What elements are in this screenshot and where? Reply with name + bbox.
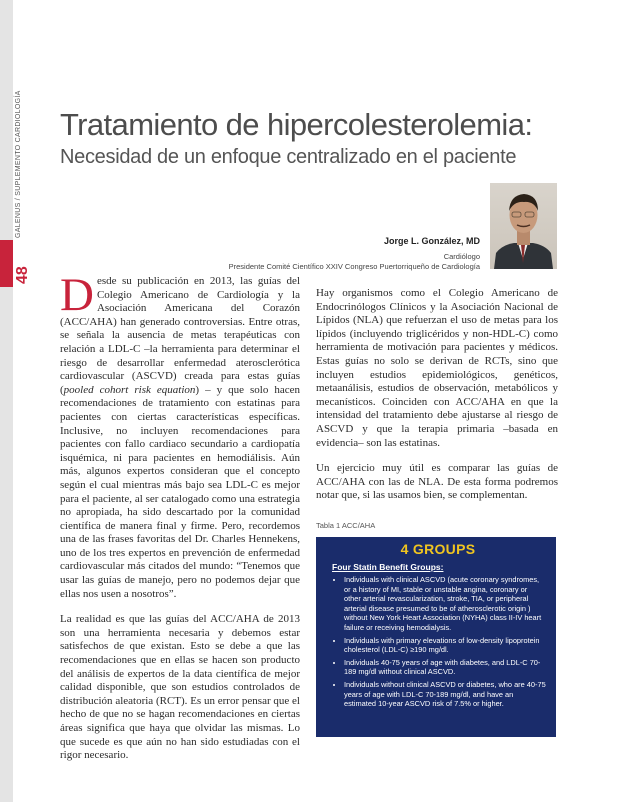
author-affiliation: Presidente Comité Científico XXIV Congreso Puertorriqueño de Cardiología (228, 262, 480, 271)
side-strip (0, 0, 13, 802)
paragraph-3: Hay organismos como el Colegio Americano de Endocrinólogos Clínicos y la Asociación Nacional de Lípidos (NLA) que refuerzan el uso de metas para los lípidos (incluyendo triglicéridos y non-HDL-C) como herramienta de motivación para pacientes y médicos. Estas guías no solo se derivan de RCTs, sino que incluyen estudios epidemiológicos, genéticos, metaanálisis, estudios de observación, metabólicos y mecanísticos. Coinciden con ACC/AHA en que la intensidad del tratamiento debe ajustarse al riesgo de ASCVD y que la terapia primaria –basada en evidencia– son las estatinas. (316, 287, 558, 449)
paragraph-2: La realidad es que las guías del ACC/AHA de 2013 son una herramienta necesaria y debemos estar satisfechos de que existan. Esto se debe a que las recomendaciones que en ellas se hacen son producto del análisis de expertos de la data científica de mejor calidad disponible, que son estudios controlados de distribución aleatoria (RCT). Es un error pensar que el hecho de que no se hagan recomendaciones en ciertas áreas significa que haya que olvidar las mismas. Lo que sucede es que aún no han sido estudiadas con el rigor necesario. (60, 613, 300, 762)
list-item: • Individuals with primary elevations of low-density lipoprotein cholesterol (LDL-C) ≥190 mg/dl. (344, 636, 546, 655)
groups-title: 4 GROUPS (400, 541, 476, 557)
author-photo (490, 183, 557, 269)
groups-subtitle: Four Statin Benefit Groups: (332, 562, 444, 572)
list-item: • Individuals 40-75 years of age with diabetes, and LDL-C 70-189 mg/dl without clinical ASCVD. (344, 658, 546, 677)
article-title: Tratamiento de hipercolesterolemia: (60, 107, 533, 142)
author-role: Cardiólogo (443, 252, 480, 261)
paragraph-1-text-a: esde su publicación en 2013, las guías del Colegio Americano de Cardiología y la Asociación Americana del Corazón (ACC/AHA) han generado controversias. Entre otras, se señala la ausencia de metas terapéuticas con relación a LDL-C –la herramienta para determinar el riesgo de desarrollar enfermedad aterosclerótica cardiovascular (ASCVD) creada para estas guías ( (60, 275, 300, 396)
table-caption: Tabla 1 ACC/AHA (316, 521, 376, 530)
article-subtitle: Necesidad de un enfoque centralizado en el paciente (60, 146, 517, 168)
right-column (316, 287, 558, 503)
author-block (229, 236, 480, 272)
author-name: Jorge L. González, MD (383, 236, 480, 246)
drop-cap: D (60, 269, 94, 321)
left-column (60, 269, 301, 763)
paragraph-4: Un ejercicio muy útil es comparar las guías de ACC/AHA con las de NLA. De esta forma podremos notar que, si las usamos bien, se complementan. (316, 462, 558, 502)
paragraph-1-italic: pooled cohort risk equation (63, 383, 196, 396)
author-portrait-icon (490, 183, 557, 269)
page-number-tab (0, 240, 13, 287)
paragraph-1-text-b: ) – y que solo hacen recomendaciones de tratamiento con estatinas para pacientes con ciertas características específicas. Inclusive, no incluyen recomendaciones para pacientes con fallo cardiaco secundario a cardiopatía isquémica, ni para pacientes en hemodiálisis. Aún más, algunos expertos consideran que el concepto según el cual mientras más bajo sea LDL-C es mejor para el paciente, al ser catalogado como una estrategia no apropiada, ha sido descartado por la comunidad científica de manera final y firme. Pero, recordemos una de las frases favoritas del Dr. Charles Hennekens, uno de los tres expertos en prevención de enfermedad cardiovascular más citados del mundo: “Tenemos que usar las guías de manejo, pero no podemos dejar que ellas nos usen a nosotros”. (60, 383, 301, 600)
statin-groups-box (316, 537, 556, 737)
page-number: 48 (14, 266, 31, 284)
groups-list (330, 575, 546, 709)
section-label: GALENUS / SUPLEMENTO CARDIOLOGÍA (15, 90, 22, 238)
list-item: • Individuals without clinical ASCVD or diabetes, who are 40-75 years of age with LDL-C 70-189 mg/dl, and have an estimated 10-year ASCVD risk of 7.5% or higher. (344, 680, 546, 709)
paragraph-1 (60, 269, 301, 601)
list-item: • Individuals with clinical ASCVD (acute coronary syndromes, or a history of MI, stable or unstable angina, coronary or other arterial revascularization, stroke, TIA, or peripheral arterial disease presumed to be of atherosclerotic origin ) without New York Heart Association (NYHA) class II-IV heart failure or receiving hemodialysis. (344, 575, 546, 633)
